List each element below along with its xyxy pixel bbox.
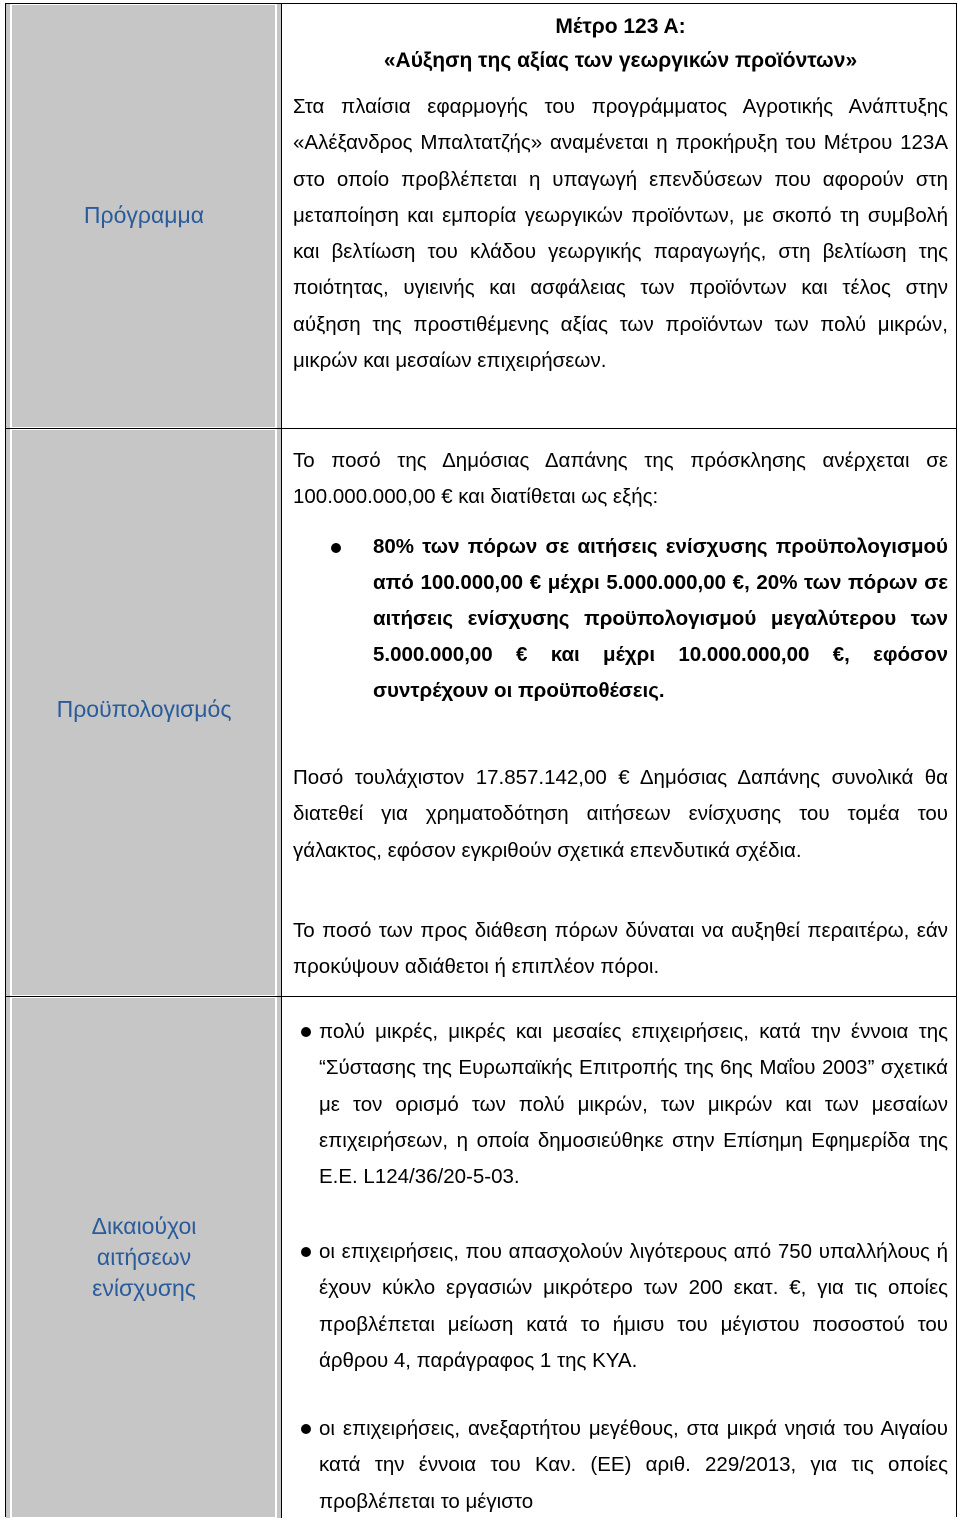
measure-title-line2: «Αύξηση της αξίας των γεωργικών προϊόντων» xyxy=(383,49,858,72)
bullet-icon xyxy=(301,1027,311,1037)
beneficiary-item xyxy=(319,1411,948,1520)
measure-title xyxy=(283,10,958,78)
bullet-icon xyxy=(301,1424,311,1434)
beneficiary-text: πολύ μικρές, μικρές και μεσαίες επιχειρήσεις, κατά την έννοια της “Σύστασης της Ευρωπαϊκής Επιτροπής της 6ης Μαΐου 2003” σχετικά με τον ορισμό των πολύ μικρών, των μικρών και των μεσαίων επιχειρήσεων, η οποία δημοσιεύθηκε στην Επίσημη Εφημερίδα της Ε.Ε. L124/36/20-5-03. xyxy=(319,1020,948,1189)
info-table xyxy=(5,3,957,1517)
bullet-icon xyxy=(331,543,341,553)
beneficiary-item xyxy=(319,1014,948,1195)
bullet-icon xyxy=(301,1247,311,1257)
program-description xyxy=(293,89,948,379)
row-label-beneficiaries: Δικαιούχοι αιτήσεων ενίσχυσης xyxy=(91,1213,197,1301)
budget-increase: Το ποσό των προς διάθεση πόρων δύναται να αυξηθεί περαιτέρω, εάν προκύψουν αδιάθετοι ή επιπλέον πόροι. xyxy=(293,919,948,979)
row-label-program: Πρόγραμμα xyxy=(83,202,205,228)
beneficiary-text: οι επιχειρήσεις, ανεξαρτήτου μεγέθους, στα μικρά νησιά του Αιγαίου κατά την έννοια του Καν. (ΕΕ) αριθ. 229/2013, για τις οποίες προβλέπεται το μέγιστο xyxy=(319,1417,948,1513)
row-divider xyxy=(6,428,956,429)
row-label-budget: Προϋπολογισμός xyxy=(56,696,232,722)
measure-title-line1: Μέτρο 123 Α: xyxy=(555,15,686,38)
beneficiary-item xyxy=(319,1234,948,1379)
program-text: Στα πλαίσια εφαρμογής του προγράμματος Αγροτικής Ανάπτυξης «Αλέξανδρος Μπαλτατζής» αναμένεται η προκήρυξη του Μέτρου 123Α στο οποίο προβλέπεται η υπαγωγή επενδύσεων που αφορούν στη μεταποίηση και εμπορία γεωργικών προϊόντων, με σκοπό τη συμβολή και βελτίωση του κλάδου γεωργικής παραγωγής, στη βελτίωση της ποιότητας, υγιεινής και ασφάλειας των προϊόντων και τέλος στην αύξηση της προστιθέμενης αξίας των προϊόντων των πολύ μικρών, μικρών και μεσαίων επιχειρήσεων. xyxy=(293,95,948,373)
budget-intro: Το ποσό της Δημόσιας Δαπάνης της πρόσκλησης ανέρχεται σε 100.000.000,00 € και διατίθεται ως εξής: xyxy=(293,449,948,509)
beneficiary-text: οι επιχειρήσεις, που απασχολούν λιγότερους από 750 υπαλλήλους ή έχουν κύκλο εργασιών μικρότερο των 200 εκατ. €, για τις οποίες προβλέπεται μείωση κατά το ήμισυ του μέγιστου ποσοστού του άρθρου 4, παράγραφος 1 της ΚΥΑ. xyxy=(319,1240,948,1372)
budget-bullet-text: 80% των πόρων σε αιτήσεις ενίσχυσης προϋπολογισμού από 100.000,00 € μέχρι 5.000.000,00 €, 20% των πόρων σε αιτήσεις ενίσχυσης προϋπολογισμού μεγαλύτερου των 5.000.000,00 € και μέχρι 10.000.000,00 €, εφόσον συντρέχουν οι προϋποθέσεις. xyxy=(373,535,948,702)
budget-minimum: Ποσό τουλάχιστον 17.857.142,00 € Δημόσιας Δαπάνης συνολικά θα διατεθεί για χρηματοδότηση αιτήσεων ενίσχυσης του τομέα του γάλακτος, εφόσον εγκριθούν σχετικά επενδυτικά σχέδια. xyxy=(293,766,948,862)
row-divider xyxy=(6,996,956,997)
budget-bullet-item xyxy=(373,529,948,709)
